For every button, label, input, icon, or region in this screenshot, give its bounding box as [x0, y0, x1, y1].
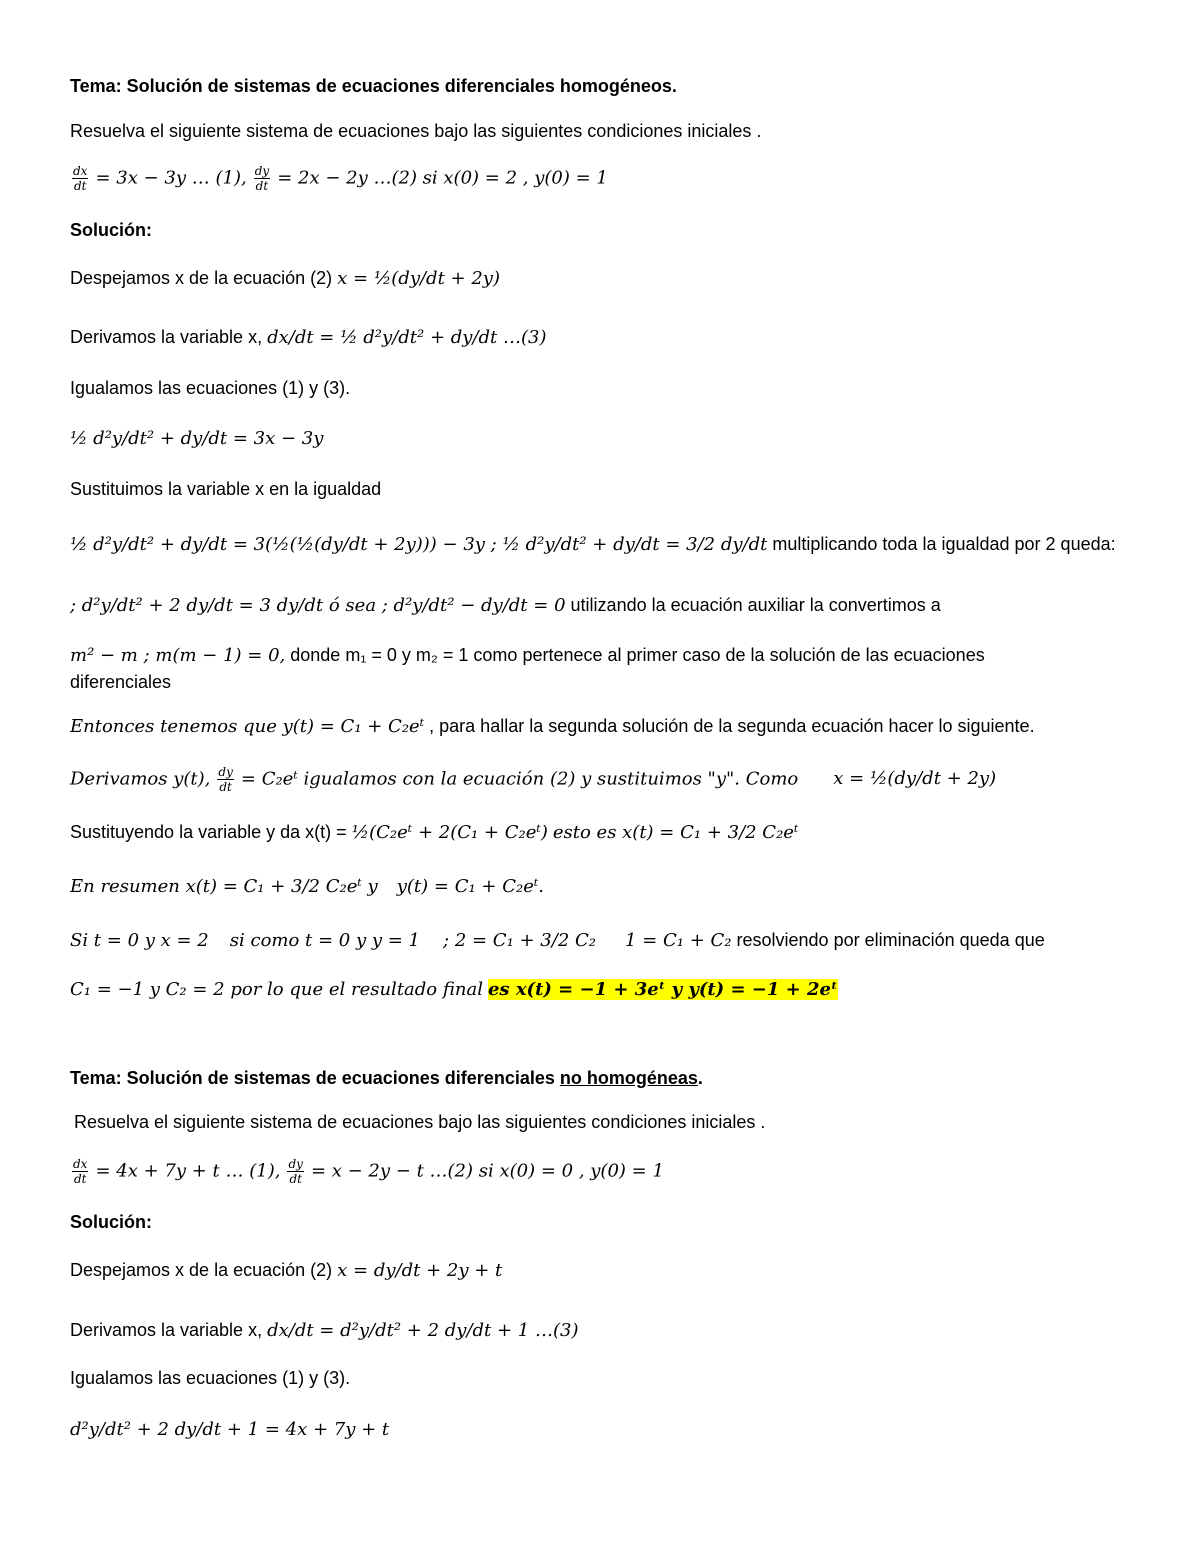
s2-step2-math: dx/dt = d²y/dt² + 2 dy/dt + 1 …(3) — [267, 1320, 579, 1341]
eq7-math: m² − m ; m(m − 1) = 0, — [70, 645, 286, 666]
frac-dy-dt-s2: $\frac{dy}{dt}$ — [288, 1157, 303, 1186]
section1-eq7 — [70, 643, 985, 668]
section1-intro: Resuelva el siguiente sistema de ecuaciones bajo las siguientes condiciones iniciales . — [70, 121, 762, 141]
eq6-tail: utilizando la ecuación auxiliar la convertimos a — [570, 595, 941, 615]
system-eq1: = 3x − 3y … (1), — [95, 167, 247, 189]
eq11-y: y(t) = C₁ + C₂eᵗ. — [396, 876, 545, 897]
eq7-text: donde m₁ = 0 y m₂ = 1 como pertenece al primer caso de la solución de las ecuaciones — [290, 645, 985, 665]
section1-eq9 — [70, 765, 996, 794]
eq12-cond1: Si t = 0 y x = 2 — [70, 930, 209, 951]
frac-dx-dt: $\frac{dx}{dt}$ — [73, 164, 88, 193]
section1-eq8 — [70, 714, 1035, 739]
section2-step2 — [70, 1318, 578, 1343]
s2-step1-text: Despejamos x de la ecuación (2) — [70, 1260, 333, 1280]
eq10-result: esto es x(t) = C₁ + 3/2 C₂eᵗ — [552, 822, 799, 843]
eq12-eqa: ; 2 = C₁ + 3/2 C₂ — [443, 930, 596, 951]
section1-title: Tema: Solución de sistemas de ecuaciones diferenciales homogéneos. — [70, 76, 677, 96]
eq9-text: = C₂eᵗ igualamos con la ecuación (2) y sustituimos "y". Como — [240, 768, 799, 790]
eq11-x: En resumen x(t) = C₁ + 3/2 C₂eᵗ y — [70, 876, 378, 897]
section1-eq7-cont: diferenciales — [70, 672, 172, 692]
section2-step1 — [70, 1258, 502, 1283]
section1-solution-label: Solución: — [70, 220, 152, 240]
eq10-text: Sustituyendo la variable y da x(t) = — [70, 822, 347, 842]
section2-solution-label: Solución: — [70, 1212, 152, 1232]
section1-step1 — [70, 266, 500, 291]
step2-math: dx/dt = ½ d²y/dt² + dy/dt …(3) — [267, 327, 547, 348]
section1-eq12 — [70, 928, 1045, 953]
step1-text: Despejamos x de la ecuación (2) — [70, 268, 333, 288]
section2-system — [70, 1157, 664, 1186]
section2-step3: Igualamos las ecuaciones (1) y (3). — [70, 1368, 351, 1388]
section1-eq13 — [70, 977, 838, 1002]
eq5-tail: multiplicando toda la igualdad por 2 queda: — [772, 534, 1116, 554]
section2-title-text: Tema: Solución de sistemas de ecuaciones diferenciales — [70, 1068, 555, 1088]
eq8-math: Entonces tenemos que y(t) = C₁ + C₂eᵗ — [70, 716, 425, 737]
section1-step4: Sustituimos la variable x en la igualdad — [70, 479, 382, 499]
eq10-math: ½(C₂eᵗ + 2(C₁ + C₂eᵗ) — [351, 822, 548, 843]
section2-eq4: d²y/dt² + 2 dy/dt + 1 = 4x + 7y + t — [70, 1419, 390, 1440]
s2-step2-text: Derivamos la variable x, — [70, 1320, 263, 1340]
frac-dy-dt-2: $\frac{dy}{dt}$ — [218, 765, 233, 794]
s2-system-eq1: = 4x + 7y + t … (1), — [95, 1160, 281, 1182]
section1-step3: Igualamos las ecuaciones (1) y (3). — [70, 378, 351, 398]
frac-dx-dt-s2: $\frac{dx}{dt}$ — [73, 1157, 88, 1186]
section2-intro: Resuelva el siguiente sistema de ecuaciones bajo las siguientes condiciones iniciales . — [74, 1112, 766, 1132]
section2-title-end: . — [697, 1068, 703, 1088]
eq13-text: C₁ = −1 y C₂ = 2 por lo que el resultado final — [70, 979, 483, 1000]
section1-eq6 — [70, 593, 941, 618]
section1-system — [70, 164, 608, 193]
section1-eq4: ½ d²y/dt² + dy/dt = 3x − 3y — [70, 428, 324, 449]
eq5-math: ½ d²y/dt² + dy/dt = 3(½(½(dy/dt + 2y))) − 3y ; ½ d²y/dt² + dy/dt = 3/2 dy/dt — [70, 534, 768, 555]
section1-eq5 — [70, 532, 1116, 557]
section2-title — [70, 1066, 703, 1090]
s2-system-eq2: = x − 2y − t …(2) si x(0) = 0 , y(0) = 1 — [310, 1160, 664, 1182]
eq9-x: x = ½(dy/dt + 2y) — [833, 768, 997, 790]
section2-title-underlined: no homogéneas — [559, 1068, 698, 1088]
system-eq2: = 2x − 2y …(2) si x(0) = 2 , y(0) = 1 — [277, 167, 608, 189]
frac-dy-dt: $\frac{dy}{dt}$ — [254, 164, 270, 193]
eq12-eqb: 1 = C₁ + C₂ — [625, 930, 732, 951]
eq12-cond2: si como t = 0 y y = 1 — [229, 930, 421, 951]
section1-step2 — [70, 325, 546, 350]
eq6-math: ; d²y/dt² + 2 dy/dt = 3 dy/dt ó sea ; d²y/dt² − dy/dt = 0 — [70, 595, 566, 616]
s2-step1-math: x = dy/dt + 2y + t — [337, 1260, 503, 1281]
section1-eq10 — [70, 820, 798, 845]
eq9-math: Derivamos y(t), — [70, 768, 211, 790]
step1-math: x = ½(dy/dt + 2y) — [337, 268, 500, 289]
final-result-highlight: es x(t) = −1 + 3eᵗ y y(t) = −1 + 2eᵗ — [487, 979, 838, 1000]
eq12-text: resolviendo por eliminación queda que — [736, 930, 1045, 950]
section1-eq11 — [70, 874, 544, 899]
eq8-text: , para hallar la segunda solución de la segunda ecuación hacer lo siguiente. — [429, 716, 1035, 736]
step2-text: Derivamos la variable x, — [70, 327, 263, 347]
